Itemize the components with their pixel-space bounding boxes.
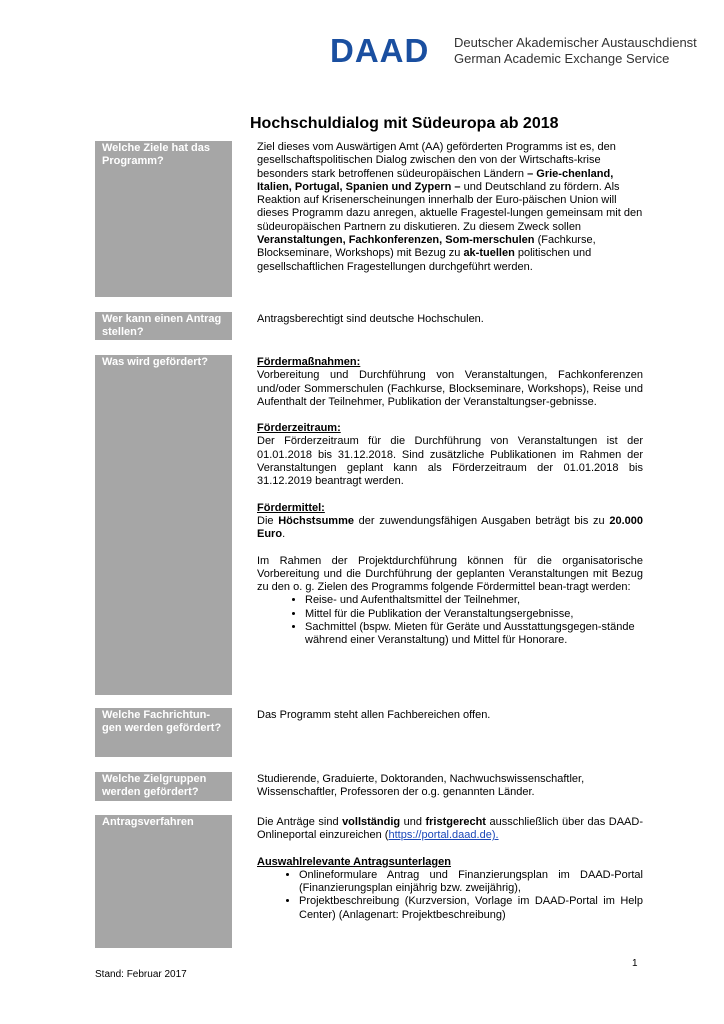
mittel-amount: 20.000 Euro: [257, 514, 643, 541]
label-zielgruppen-text: Welche Zielgruppen werden gefördert?: [102, 773, 207, 798]
list-item: • Mittel für die Publikation der Veranstaltungsergebnisse,: [305, 608, 643, 621]
org-name-en: German Academic Exchange Service: [454, 51, 670, 66]
massnahmen-text: Vorbereitung und Durchführung von Veranstaltungen, Fachkonferenzen und/oder Sommerschulen (Fachkurse, Blockseminare, Workshops), Reise und Aufenthalt der Teilnehmer, Publikation der Veranstaltungser-gebnisse.: [257, 369, 643, 408]
mittel-text: [257, 515, 643, 542]
zielgruppen-text: Studierende, Graduierte, Doktoranden, Nachwuchswissenschaftler, Wissenschaftler, Professoren der o.g. genannten Länder.: [257, 773, 585, 799]
label-gefoerdert-text: Was wird gefördert?: [102, 356, 208, 368]
verfahren-t2: und: [400, 816, 426, 828]
label-antrag: [95, 312, 232, 340]
content-antrag: [257, 313, 643, 326]
mittel-hoechstsumme: Höchstsumme: [278, 514, 354, 527]
ziele-aktuellen: ak-tuellen: [463, 247, 515, 260]
ziele-t1: Ziel dieses vom Auswärtigen Amt (AA) geförderten Programms ist es, den gesellschaftspolitischen Dialog zwischen den von der Wirtschafts-krise besonders stark betroffenen südeuropäischen Ländern: [257, 141, 616, 180]
content-gefoerdert: [257, 356, 643, 648]
list-item: • Onlineformulare Antrag und Finanzierungsplan im DAAD-Portal (Finanzierungsplan einjährig bzw. zweijährig),: [299, 869, 643, 896]
ziele-text: [257, 141, 643, 274]
label-zielgruppen: [95, 772, 232, 801]
verfahren-fristgerecht: fristgerecht: [425, 816, 486, 828]
verfahren-t3: ausschließlich über das DAAD-Onlineportal einzureichen (: [257, 816, 643, 842]
org-name-de: Deutscher Akademischer Austauschdienst: [454, 35, 697, 50]
zeitraum-text: Der Förderzeitraum für die Durchführung von Veranstaltungen ist der 01.01.2018 bis 31.12.2018. Sind zusätzliche Publikationen im Rahmen der Veranstaltungen geplant kann als Förderzeitraum der 01.01.2018 bis 31.12.2019 beantragt werden.: [257, 435, 643, 488]
mittel-t3: .: [282, 528, 286, 541]
zeitraum-heading: Förderzeitraum:: [257, 422, 341, 435]
label-verfahren-text: Antragsverfahren: [102, 816, 194, 828]
portal-link[interactable]: https://portal.daad.de).: [388, 829, 499, 842]
label-ziele: [95, 141, 232, 297]
label-ziele-text: Welche Ziele hat das Programm?: [102, 142, 211, 167]
verfahren-text: [257, 816, 643, 843]
ziele-t4: politischen und gesellschaftlichen Fragestellungen durchgeführt werden.: [257, 247, 592, 273]
fachrichtungen-text: Das Programm steht allen Fachbereichen offen.: [257, 709, 491, 721]
label-fachrichtungen: [95, 708, 232, 757]
ziele-t2: und Deutschland zu fördern. Als Reaktion auf Krisenerscheinungen innerhalb der Euro-päischen Union will dieses Programm dazu anregen, aktuelle Fragestel-lungen gemeinsam mit den südeuropäischen Partnern zu diskutieren. Zu diesem Zweck sollen: [257, 180, 643, 233]
verfahren-vollstaendig: vollständig: [342, 816, 401, 828]
content-zielgruppen: [257, 773, 643, 800]
list-item: • Sachmittel (bspw. Mieten für Geräte und Ausstattungsgegen-stände während einer Veranstaltung) und Mittel für Honorare.: [305, 621, 643, 648]
ziele-formats: Veranstaltungen, Fachkonferenzen, Som-merschulen: [257, 234, 535, 247]
logo-mark: DAAD: [330, 32, 430, 69]
org-name: [454, 35, 697, 67]
footer-stand: Stand: Februar 2017: [95, 969, 187, 980]
verfahren-t1: Die Anträge sind: [257, 816, 343, 828]
content-verfahren: [257, 816, 643, 922]
massnahmen-heading: Fördermaßnahmen:: [257, 356, 361, 368]
label-antrag-text: Wer kann einen Antrag stellen?: [102, 313, 222, 338]
ziele-countries: – Grie-chenland, Italien, Portugal, Spanien und Zypern –: [257, 167, 614, 193]
mittel-heading: Fördermittel:: [257, 501, 325, 514]
content-fachrichtungen: [257, 709, 643, 722]
ziele-t3: (Fachkurse, Blockseminare, Workshops) mit Bezug zu: [257, 234, 596, 260]
mittel-t1: Die: [257, 514, 279, 527]
rahmen-text: Im Rahmen der Projektdurchführung können für die organisatorische Vorbereitung und die Durchführung der geplanten Veranstaltungen mit Bezug zu den o. g. Zielen des Programms folgende Fördermittel bean-tragt werden:: [257, 554, 643, 594]
page-number: 1: [632, 958, 638, 969]
foerdermittel-list: [257, 594, 643, 647]
antrag-text: Antragsberechtigt sind deutsche Hochschulen.: [257, 313, 484, 325]
list-item: • Reise- und Aufenthaltsmittel der Teilnehmer,: [305, 594, 643, 607]
label-verfahren: [95, 815, 232, 948]
mittel-t2: der zuwendungsfähigen Ausgaben beträgt bis zu: [353, 514, 610, 527]
list-item: • Projektbeschreibung (Kurzversion, Vorlage im DAAD-Portal im Help Center) (Anlagenart: Projektbeschreibung): [299, 895, 643, 922]
content-ziele: [257, 141, 643, 274]
page-title: Hochschuldialog mit Südeuropa ab 2018: [250, 115, 559, 132]
label-fachrichtungen-text: Welche Fachrichtun-gen werden gefördert?: [102, 709, 222, 734]
label-gefoerdert: [95, 355, 232, 695]
unterlagen-heading: Auswahlrelevante Antragsunterlagen: [257, 855, 451, 868]
unterlagen-list: [257, 869, 643, 922]
